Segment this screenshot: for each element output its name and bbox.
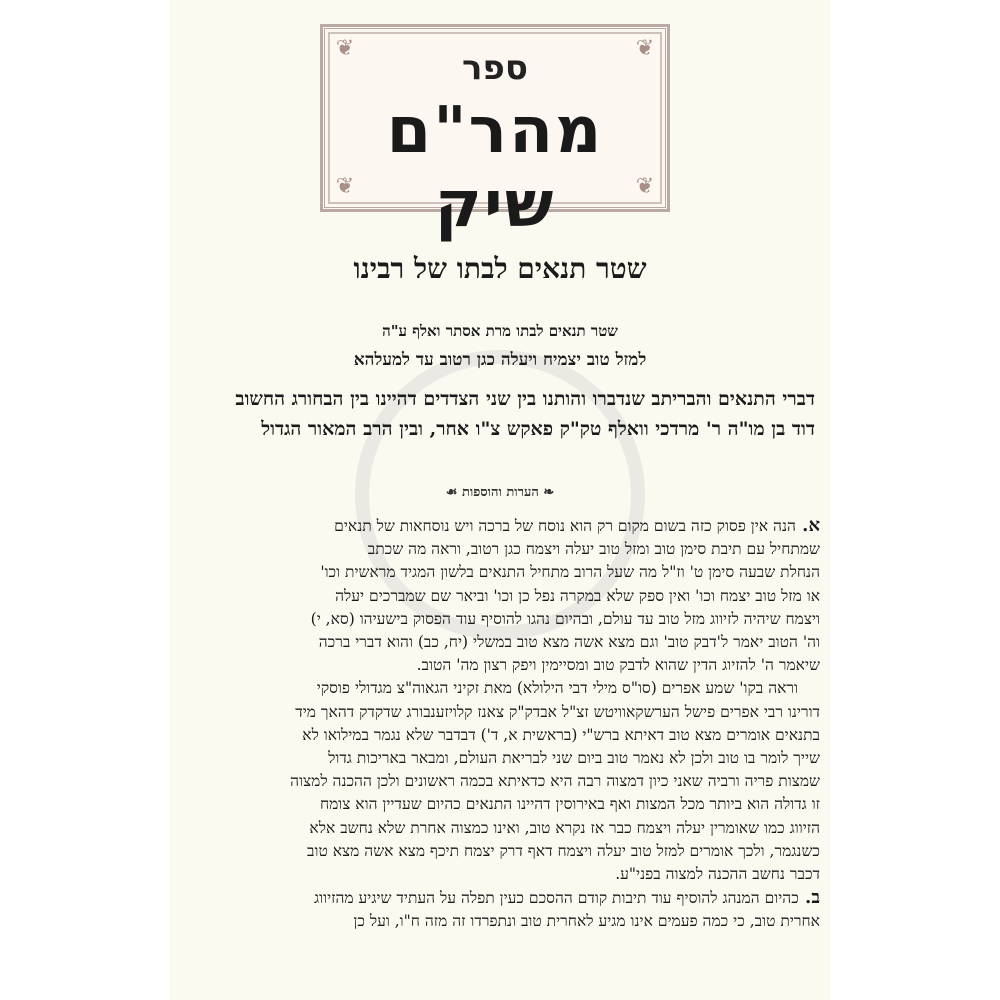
- note-text: כשנגמר, ולכך אומרים למזל טוב יעלה ויצמח דאף דרק יצמח תיכף מצא אשה מצא טוב: [307, 841, 820, 860]
- ornament-icon: ❦: [635, 36, 655, 61]
- note-line: [180, 701, 820, 724]
- note-text: וה' הטוב יאמר ל'דבק טוב' וגם מצא אשה מצא טוב במשלי (יח, כב) והוא דברי ברכה: [318, 633, 820, 652]
- note-marker: א.: [795, 515, 820, 536]
- note-text: וראה בקו' שמע אפרים (סו"ס מילי דבי הילולא) מאת זקיני הגאוה"צ מגדולי פוסקי: [316, 679, 798, 698]
- note-line: [180, 886, 820, 910]
- note-line: [180, 910, 820, 933]
- note-line: [180, 608, 820, 631]
- subheading-line-1: שטר תנאים לבתו מרת אסתר ואלף ע"ה: [382, 322, 618, 340]
- book-label: ספר: [462, 48, 528, 88]
- note-line: [180, 724, 820, 747]
- note-text: דכבר נחשב ההכנה למצוה בפני"ע.: [615, 865, 820, 884]
- ornament-icon: ☙: [445, 485, 462, 500]
- note-line: [180, 585, 820, 608]
- note-line: [180, 747, 820, 770]
- notes-body: [180, 514, 820, 934]
- ornament-icon: ❦: [635, 174, 655, 199]
- note-text: זו גדולה הוא ביותר מכל המצות ואף באירוסין דהיינו התנאים כהיום שעדיין הוא צומח: [319, 795, 820, 814]
- note-line: [180, 654, 820, 677]
- note-text: או מזל טוב יצמח וכו' ואין ספק שלא במקרה נפל כן וכו' וביאר שם שמברכים יעלה: [335, 586, 820, 605]
- note-text: שיאמר ה' להזיוג הדין שהוא לדבק טוב ומסיימין ויפק רצון מה' הטוב.: [416, 656, 820, 675]
- note-text: הנה אין פסוק כזה בשום מקום רק הוא נוסח של ברכה ויש נוסחאות של תנאים: [334, 517, 796, 535]
- note-line: [180, 561, 820, 584]
- note-line: [180, 514, 820, 538]
- note-text: בתנאים אומרים מצא טוב דאיתא ברש"י (בראשית א, ד') דבדבר שלא נגמר במילואו לא: [302, 725, 820, 744]
- note-text: שמצות פריה ורביה שאני כיון דמצוה רבה היא כדאיתא בכמה ראשונים ולכן ההכנה למצוה: [290, 772, 820, 791]
- section-heading: שטר תנאים לבתו של רבינו: [353, 252, 647, 285]
- note-text: ויצמח שיהיה לזיווג מזל טוב עד עולם, ובהיום נהגו להוסיף עוד הפסוק בישעיהו (סא, י): [310, 609, 820, 628]
- note-line: [180, 677, 820, 700]
- note-text: שייך לומר בו טוב ולכן לא נאמר טוב ביום שני לבריאת העולם, ומבאר באריכות גדול: [328, 749, 820, 768]
- ornament-icon: ❦: [335, 174, 355, 199]
- body-line-1: דברי התנאים והבריתב שנדברו והותנו בין שני הצדדים דהיינו בין הבחורג החשוב: [235, 388, 815, 410]
- note-text: הנחלת שבעה סימן ט' וז"ל מה שעל הרוב מתחיל התנאים בלשון המגיד מראשית וכו': [320, 563, 820, 582]
- ornament-icon: ❧: [538, 485, 555, 500]
- note-text: הזיווג כמו שאומרין יעלה ויצמח כבר אז נקרא טוב, ואינו כמצוה אחרת שלא נחשב אלא: [309, 818, 820, 837]
- note-text: דורינו רבי אפרים פישל הערשקאוויטש זצ"ל אבדק"ק צאנז קלויזענבורג שדקדק דהאך מיד: [295, 702, 820, 721]
- ornament-icon: ❦: [335, 36, 355, 61]
- note-text: שמתחיל עם תיבת סימן טוב ומזל טוב יעלה ויצמח כגן רטוב, וראה מה שכתב: [367, 540, 820, 559]
- note-line: [180, 631, 820, 654]
- title-frame-inner: [328, 32, 662, 242]
- note-text: כהיום המנהג להוסיף עוד תיבות קודם ההסכם כעין תפלה על העתיד שיגיע מהזיווג: [314, 889, 799, 908]
- subheading-line-2: למזל טוב יצמיח ויעלה כגן רטוב עד למעלהא: [353, 350, 647, 370]
- notes-title-text: הערות והוספות: [461, 485, 539, 500]
- note-line: [180, 863, 820, 886]
- note-marker: ב.: [798, 887, 820, 909]
- note-line: [180, 817, 820, 840]
- book-title: מהר"ם שיק: [386, 94, 604, 242]
- note-text: אחרית טוב, כי כמה פעמים אינו מגיע לאחרית טוב ונתפרדו זה מזה ח"ו, ועל כן: [353, 912, 820, 931]
- title-frame: [320, 24, 670, 242]
- note-line: [180, 840, 820, 863]
- body-line-2: דוד בן מו"ה ר' מרדכי וואלף טק"ק פאקש צ"ו אחר, ובין הרב המאור הגדול: [261, 418, 815, 440]
- notes-title: [370, 484, 630, 500]
- note-line: [180, 538, 820, 561]
- note-line: [180, 770, 820, 793]
- note-line: [180, 793, 820, 816]
